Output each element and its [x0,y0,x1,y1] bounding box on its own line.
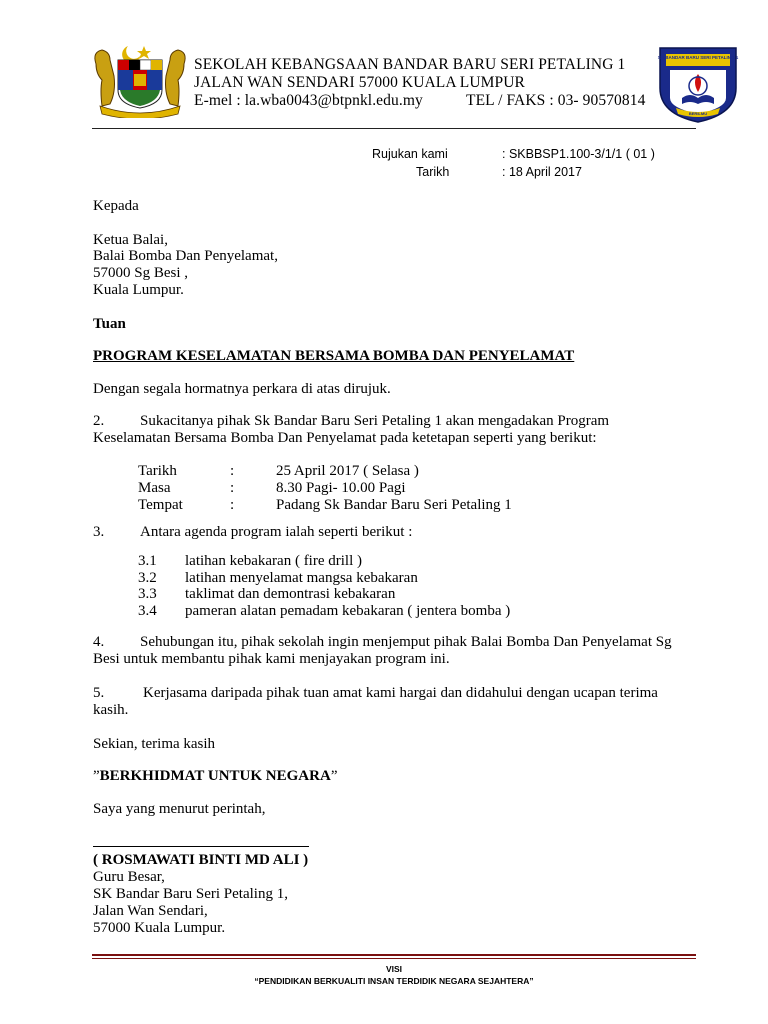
paragraph-3-number: 3. [93,524,105,540]
subject: PROGRAM KESELAMATAN BERSAMA BOMBA DAN PENYELAMAT [93,348,575,364]
obedient-line: Saya yang menurut perintah, [93,801,266,817]
paragraph-4-line: Besi untuk membantu pihak kami menjayakan program ini. [93,651,450,667]
footer-divider-thick [92,954,696,956]
paragraph-5-number: 5. [93,685,105,701]
agenda-number: 3.3 [138,586,157,602]
paragraph-4-number: 4. [93,634,105,650]
signature-line [93,846,309,847]
date-value: : 18 April 2017 [502,165,582,179]
detail-value: 25 April 2017 ( Selasa ) [276,463,419,479]
agenda-item: pameran alatan pemadam kebakaran ( jentera bomba ) [185,603,511,619]
footer-divider-thin [92,958,696,959]
motto-close-quote: ” [330,768,338,784]
salutation: Tuan [93,316,126,332]
motto-open-quote: ” [93,768,100,784]
motto-text: BERKHIDMAT UNTUK NEGARA [99,768,331,784]
date-label: Tarikh [416,165,450,179]
to-label: Kepada [93,198,139,214]
agenda-item: latihan menyelamat mangsa kebakaran [185,570,418,586]
agenda-number: 3.1 [138,553,157,569]
closing-thanks: Sekian, terima kasih [93,736,216,752]
paragraph-4-line: Sehubungan itu, pihak sekolah ingin menjemput pihak Balai Bomba Dan Penyelamat Sg [140,634,672,650]
motto [93,768,337,785]
school-address: JALAN WAN SENDARI 57000 KUALA LUMPUR [194,74,525,91]
coat-of-arms-logo [88,42,192,118]
agenda-number: 3.2 [138,570,157,586]
agenda-number: 3.4 [138,603,157,619]
coat-of-arms-icon [88,42,192,118]
paragraph-3-text: Antara agenda program ialah seperti berikut : [140,524,413,540]
paragraph-1: Dengan segala hormatnya perkara di atas dirujuk. [93,381,391,397]
ref-value: : SKBBSP1.100-3/1/1 ( 01 ) [502,147,655,161]
recipient-line: Balai Bomba Dan Penyelamat, [93,248,278,264]
agenda-item: taklimat dan demontrasi kebakaran [185,586,396,602]
school-crest-logo [656,42,740,124]
recipient-line: Kuala Lumpur. [93,282,184,298]
detail-value: Padang Sk Bandar Baru Seri Petaling 1 [276,497,512,513]
signatory-name: ( ROSMAWATI BINTI MD ALI ) [93,852,309,868]
paragraph-5-line: Kerjasama daripada pihak tuan amat kami hargai dan didahului dengan ucapan terima [143,685,658,701]
signatory-line: Jalan Wan Sendari, [93,903,208,919]
signatory-line: SK Bandar Baru Seri Petaling 1, [93,886,288,902]
school-name: SEKOLAH KEBANGSAAN BANDAR BARU SERI PETALING 1 [194,56,626,73]
crest-bottom-text: BERILMU [688,111,708,116]
footer-visi-label: VISI [385,964,403,974]
crest-top-text: SK BANDAR BARU SERI PETALING 1 [657,55,739,60]
school-email: E-mel : la.wba0043@btpnkl.edu.my [194,92,423,109]
paragraph-2-number: 2. [93,413,105,429]
ref-label: Rujukan kami [372,147,448,161]
detail-sep: : [230,463,235,479]
paragraph-5-line: kasih. [93,702,129,718]
header-divider [92,128,696,129]
footer-visi-text: “PENDIDIKAN BERKUALITI INSAN TERDIDIK NEGARA SEJAHTERA” [254,976,534,986]
paragraph-2-line: Keselamatan Bersama Bomba Dan Penyelamat pada ketetapan seperti yang berikut: [93,430,597,446]
signatory-line: 57000 Kuala Lumpur. [93,920,226,936]
recipient-line: 57000 Sg Besi , [93,265,189,281]
detail-label: Masa [138,480,171,496]
detail-label: Tarikh [138,463,177,479]
detail-value: 8.30 Pagi- 10.00 Pagi [276,480,406,496]
agenda-item: latihan kebakaran ( fire drill ) [185,553,362,569]
detail-sep: : [230,497,235,513]
paragraph-2-line: Sukacitanya pihak Sk Bandar Baru Seri Petaling 1 akan mengadakan Program [140,413,610,429]
detail-sep: : [230,480,235,496]
signatory-line: Guru Besar, [93,869,165,885]
recipient-line: Ketua Balai, [93,232,168,248]
detail-label: Tempat [138,497,183,513]
school-tel-fax: TEL / FAKS : 03- 90570814 [466,92,646,109]
